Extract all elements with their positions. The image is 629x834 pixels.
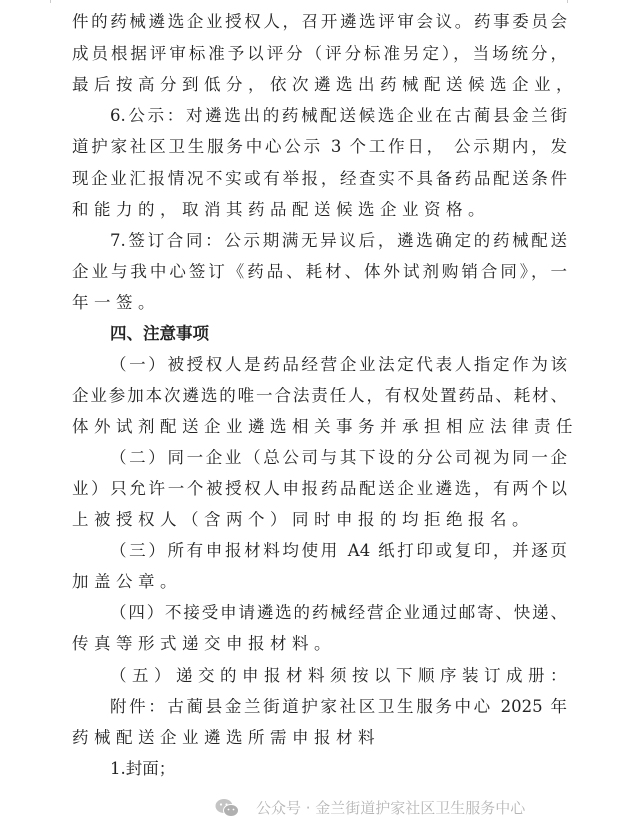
text-line: 现企业汇报情况不实或有举报，经查实不具备药品配送条件 (72, 169, 567, 188)
text-line: 最后按高分到低分，依次遴选出药械配送候选企业， (72, 75, 578, 94)
text-line: 企业参加本次遴选的唯一合法责任人，有权处置药品、耗材、 (72, 386, 567, 405)
text-line: 企业与我中心签订《药品、耗材、体外试剂购销合同》，一 (72, 262, 567, 281)
text-line: 加盖公章。 (72, 572, 182, 591)
text-line: （五）递交的申报材料须按以下顺序装订成册： (110, 666, 572, 685)
text-line: 上被授权人（含两个）同时申报的均拒绝报名。 (72, 510, 534, 529)
text-line: 1.封面； (110, 759, 176, 778)
text-line: （二）同一企业（总公司与其下设的分公司视为同一企 (110, 448, 567, 467)
text-line: 传真等形式递交申报材料。 (72, 634, 336, 653)
wechat-icon (215, 798, 239, 818)
text-line: （四）不接受申请遴选的药械经营企业通过邮寄、快递、 (110, 603, 567, 622)
text-line: 7.签订合同：公示期满无异议后，遴选确定的药械配送 (110, 231, 567, 250)
section-heading: 四、注意事项 (110, 324, 209, 343)
text-line: 道护家社区卫生服务中心公示 3 个工作日， 公示期内，发 (72, 137, 567, 156)
text-line: 年一签。 (72, 293, 160, 312)
window-edge (567, 0, 568, 3)
text-line: 业）只允许一个被授权人申报药品配送企业遴选，有两个以 (72, 479, 567, 498)
text-line: 药械配送企业遴选所需申报材料 (72, 728, 380, 747)
text-line: 6.公示：对遴选出的药械配送候选企业在古蔺县金兰街 (110, 106, 567, 125)
text-line: （一）被授权人是药品经营企业法定代表人指定作为该 (110, 355, 567, 374)
window-edge (50, 0, 51, 3)
text-line: 体外试剂配送企业遴选相关事务并承担相应法律责任 (72, 417, 578, 436)
text-line: 件的药械遴选企业授权人，召开遴选评审会议。药事委员会 (72, 12, 567, 31)
watermark-text: 公众号 · 金兰街道护家社区卫生服务中心 (256, 799, 526, 817)
text-line: 和能力的，取消其药品配送候选企业资格。 (72, 200, 490, 219)
text-line: 成员根据评审标准予以评分（评分标准另定），当场统分， (72, 44, 567, 63)
text-line: 附件：古蔺县金兰街道护家社区卫生服务中心 2025 年 (110, 697, 567, 716)
text-line: （三）所有申报材料均使用 A4 纸打印或复印，并逐页 (110, 541, 567, 560)
